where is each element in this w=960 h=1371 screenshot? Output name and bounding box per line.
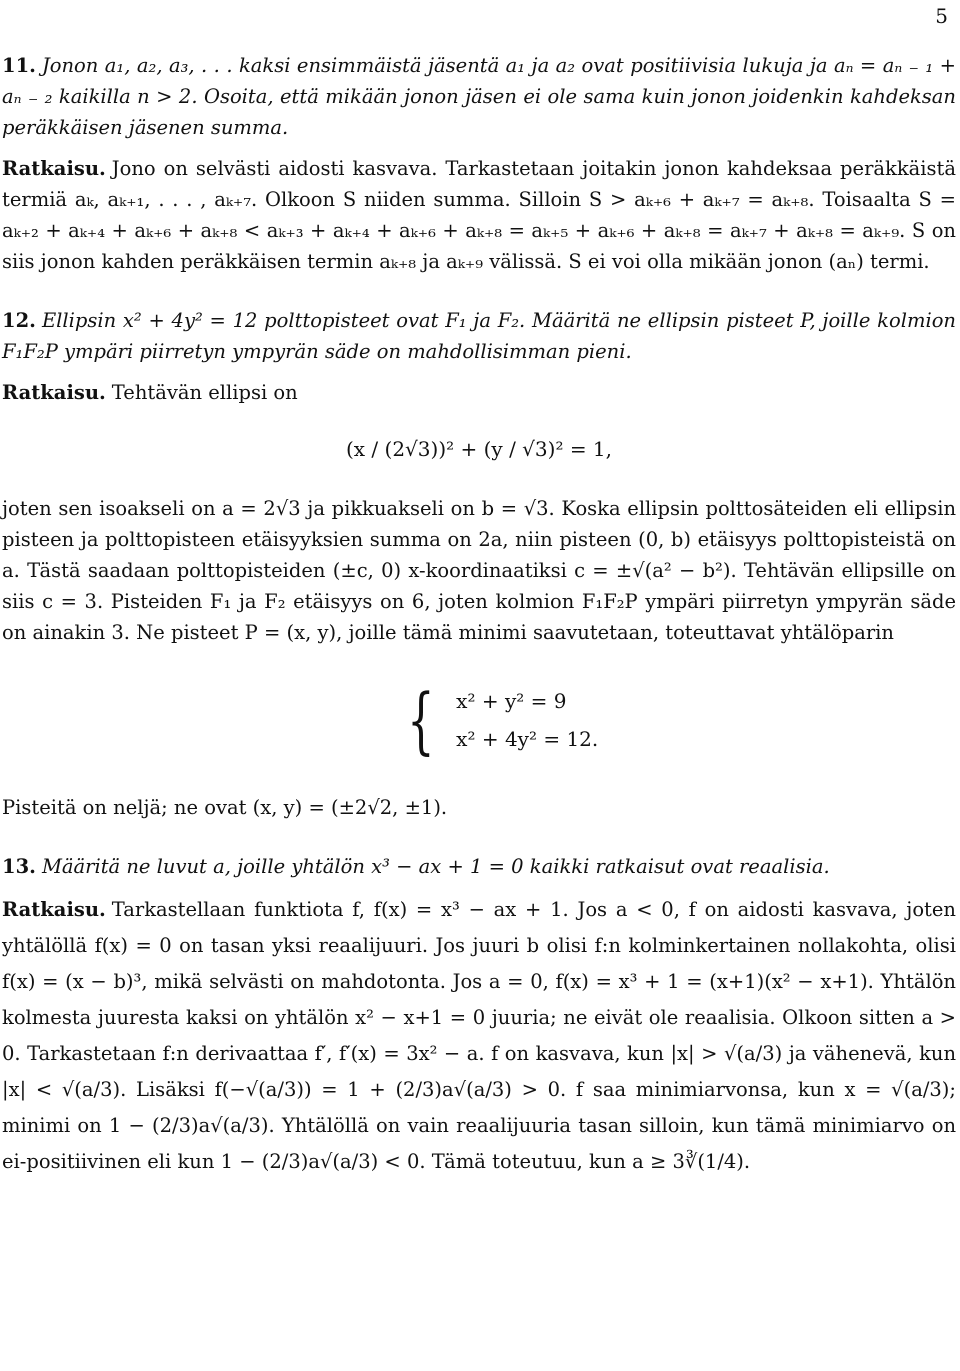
solution-text: Tehtävän ellipsi on <box>111 381 298 404</box>
solution-text: joten sen isoakseli on a = 2√3 ja pikkuakseli on b = √3. Koska ellipsin polttosäteiden eli ellipsin pisteen ja polttopisteen etäisyyksien summa on 2a, niin pisteen (0, b) etäisyys polttopisteistä on a. Tästä saadaan polttopisteiden (±c, 0) x-koordinaatiksi c = ±√(a² − b²). Tehtävän ellipsille on siis c = 3. Pisteiden F₁ ja F₂ etäisyys on 6, joten kolmion F₁F₂P ympäri piirretyn ympyrän säde on ainakin 3. Ne pisteet P = (x, y), joille tämä minimi saavutetaan, toteuttavat yhtälöparin <box>2 497 956 644</box>
brace-symbol: { <box>407 678 435 762</box>
page-number: 5 <box>935 4 948 28</box>
problem-text: Määritä ne luvut a, joille yhtälön x³ − ax + 1 = 0 kaikki ratkaisut ovat reaalisia. <box>41 855 830 878</box>
problem-text: Jonon a₁, a₂, a₃, . . . kaksi ensimmäistä jäsentä a₁ ja a₂ ovat positiivisia lukuja ja aₙ = aₙ ₋ ₁ + aₙ ₋ ₂ kaikilla n > 2. Osoita, että mikään jonon jäsen ei ole sama kuin jonon joidenkin kahdeksan peräkkäisen jäsenen summa. <box>2 54 956 139</box>
ellipse-equation: (x / (2√3))² + (y / √3)² = 1, <box>345 437 613 461</box>
system-equation-2: x² + 4y² = 12. <box>456 727 599 751</box>
problem-number: 13. <box>2 855 36 878</box>
problem-number: 11. <box>2 54 36 77</box>
problem-13-statement <box>2 851 956 882</box>
solution-text: Tarkastellaan funktiota f, f(x) = x³ − ax + 1. Jos a < 0, f on aidosti kasvava, joten yhtälöllä f(x) = 0 on tasan yksi reaalijuuri. Jos juuri b olisi f:n kolminkertainen nollakohta, olisi f(x) = (x − b)³, mikä selvästi on mahdotonta. Jos a = 0, f(x) = x³ + 1 = (x+1)(x² − x+1). Yhtälön kolmesta juuresta kaksi on yhtälön x² − x+1 = 0 juuria; ne eivät ole reaalisia. Olkoon sitten a > 0. Tarkastetaan f:n derivaattaa f′, f′(x) = 3x² − a. f on kasvava, kun |x| > √(a/3) ja vähenevä, kun |x| < √(a/3). Lisäksi f(−√(a/3)) = 1 + (2/3)a√(a/3) > 0. f saa minimiarvonsa, kun x = √(a/3); minimi on 1 − (2/3)a√(a/3). Yhtälöllä on vain reaalijuuria tasan silloin, kun tämä minimiarvo on ei-positiivinen eli kun 1 − (2/3)a√(a/3) < 0. Tämä toteutuu, kun a ≥ 3∛(1/4). <box>2 898 956 1173</box>
problem-12-solution-intro <box>2 377 956 408</box>
problem-12-statement <box>2 305 956 367</box>
solution-label: Ratkaisu. <box>2 381 106 404</box>
problem-12-solution-conclusion <box>2 792 956 823</box>
problem-12-solution-body <box>2 493 956 648</box>
problem-text: Ellipsin x² + 4y² = 12 polttopisteet ovat F₁ ja F₂. Määritä ne ellipsin pisteet P, joille kolmion F₁F₂P ympäri piirretyn ympyrän säde on mahdollisimman pieni. <box>2 309 956 363</box>
problem-number: 12. <box>2 309 36 332</box>
solution-label: Ratkaisu. <box>2 157 106 180</box>
problem-11-solution <box>2 153 956 277</box>
system-equation-1: x² + y² = 9 <box>456 689 567 713</box>
equation-system <box>398 678 956 762</box>
problem-11-statement <box>2 50 956 143</box>
solution-label: Ratkaisu. <box>2 898 106 921</box>
problem-13-solution <box>2 892 956 1180</box>
solution-text: Jono on selvästi aidosti kasvava. Tarkastetaan joitakin jonon kahdeksaa peräkkäistä termiä aₖ, aₖ₊₁, . . . , aₖ₊₇. Olkoon S niiden summa. Silloin S > aₖ₊₆ + aₖ₊₇ = aₖ₊₈. Toisaalta S = aₖ₊₂ + aₖ₊₄ + aₖ₊₆ + aₖ₊₈ < aₖ₊₃ + aₖ₊₄ + aₖ₊₆ + aₖ₊₈ = aₖ₊₅ + aₖ₊₆ + aₖ₊₈ = aₖ₊₇ + aₖ₊₈ = aₖ₊₉. S on siis jonon kahden peräkkäisen termin aₖ₊₈ ja aₖ₊₉ välissä. S ei voi olla mikään jonon (aₙ) termi. <box>2 157 956 273</box>
page-content <box>2 50 956 1190</box>
solution-text: Pisteitä on neljä; ne ovat (x, y) = (±2√2, ±1). <box>2 796 448 819</box>
